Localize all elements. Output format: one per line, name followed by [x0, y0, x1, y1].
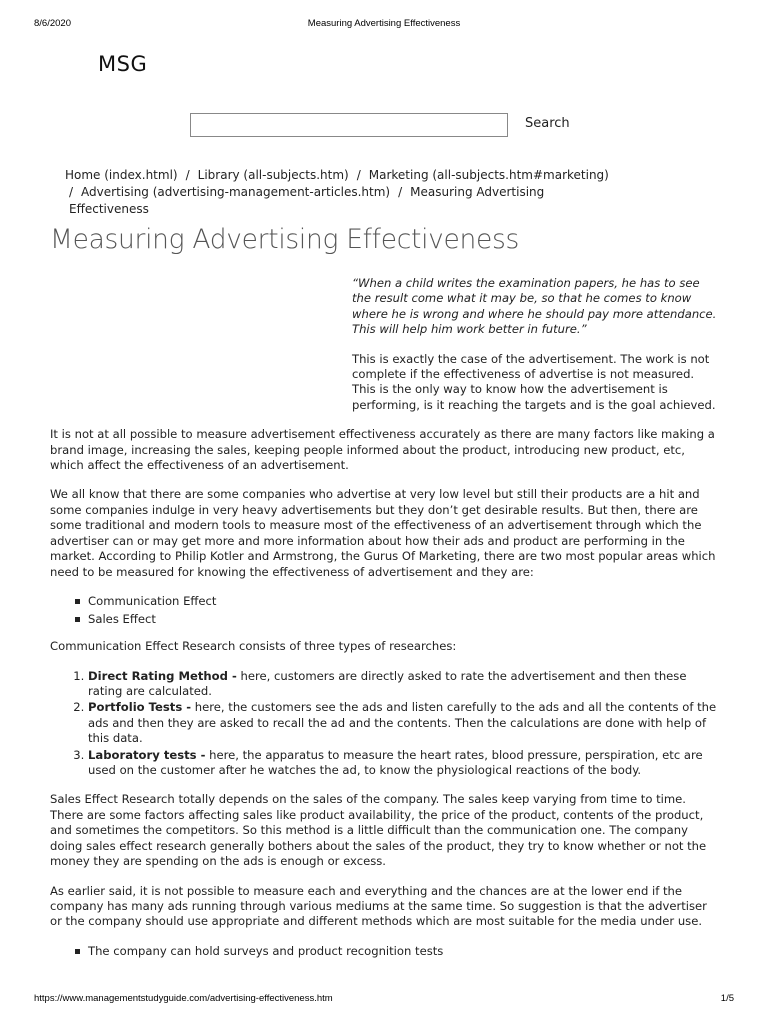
paragraph: Sales Effect Research totally depends on the sales of the company. The sales keep varying from time to time. There are some factors affecting sales like product availability, the price of the product, contents of the product, and sometimes the competitors. So this method is a little difficult than the communication one. The company doing sales effect research generally bothers about the sales of the product, they try to know whether or not the money they are spending on the ads is enough or excess. [50, 792, 707, 869]
list-item [88, 748, 718, 779]
print-page-title: Measuring Advertising Effectiveness [307, 18, 461, 29]
suggestions-list [50, 944, 718, 959]
breadcrumb-library[interactable]: Library (all-subjects.htm) [197, 168, 349, 182]
list-item [88, 669, 718, 700]
print-footer [0, 993, 768, 1007]
search-input[interactable] [190, 113, 508, 137]
areas-list [50, 594, 718, 627]
print-header [0, 18, 768, 32]
breadcrumb-marketing[interactable]: Marketing (all-subjects.htm#marketing) [368, 168, 609, 182]
research-types-list [50, 669, 718, 779]
research-term: Direct Rating Method - [88, 668, 237, 683]
breadcrumb-separator: / [69, 185, 74, 199]
paragraph: As earlier said, it is not possible to measure each and everything and the chances are at the lower end if the company has many ads running through various mediums at the same time. So suggestion is that the advertiser or the company should use appropriate and different methods which are most suitable for the media under use. [50, 883, 707, 929]
breadcrumb-separator: / [185, 168, 190, 182]
breadcrumb [65, 167, 625, 218]
research-description: here, the apparatus to measure the heart rates, blood pressure, perspiration, etc are used on the customer after he watches the ad, to know the physiological reactions of the body. [88, 747, 703, 778]
list-item: Sales Effect [88, 612, 718, 627]
page-title: Measuring Advertising Effectiveness [50, 224, 520, 255]
breadcrumb-current: Measuring Advertising Effectiveness [69, 185, 545, 216]
research-description: here, the customers see the ads and listen carefully to the ads and all the contents of the ads and then they are asked to recall the ad and the contents. Then the calculations are done with help of this data. [88, 700, 717, 746]
paragraph: Communication Effect Research consists of three types of researches: [50, 639, 457, 654]
list-item: Communication Effect [88, 594, 718, 609]
page-number: 1/5 [720, 993, 734, 1004]
list-item [88, 700, 718, 746]
image-placeholder [50, 276, 352, 400]
paragraph: We all know that there are some companies who advertise at very low level but still their products are a hit and some companies indulge in very heavy advertisements but they don’t get desirable results. But then, there are some traditional and modern tools to measure most of the effectiveness of an advertisement through which the advertiser can or may get more and more information about how their ads and product are performing in the market. According to Philip Kotler and Armstrong, the Gurus Of Marketing, there are two most popular areas which need to be measured for knowing the effectiveness of advertisement and they are: [50, 487, 716, 579]
print-date: 8/6/2020 [34, 18, 71, 29]
breadcrumb-separator: / [356, 168, 361, 182]
article-body [50, 276, 718, 971]
breadcrumb-advertising[interactable]: Advertising (advertising-management-articles.htm) [81, 185, 391, 199]
intro-quote: “When a child writes the examination papers, he has to see the result come what it may be, so that he comes to know where he is wrong and where he should pay more attendance. This will help him work better in future.” [352, 276, 717, 337]
breadcrumb-home[interactable]: Home (index.html) [65, 168, 178, 182]
breadcrumb-separator: / [398, 185, 403, 199]
research-term: Laboratory tests - [88, 747, 206, 762]
site-logo[interactable]: MSG [98, 52, 148, 76]
research-term: Portfolio Tests - [88, 700, 192, 715]
paragraph: This is exactly the case of the advertisement. The work is not complete if the effectiveness of advertise is not measured. This is the only way to know how the advertisement is performing, is it reaching the targets and is the goal achieved. [352, 351, 716, 412]
paragraph: It is not at all possible to measure advertisement effectiveness accurately as there are many factors like making a brand image, increasing the sales, keeping people informed about the product, introducing new product, etc, which affect the effectiveness of an advertisement. [50, 427, 715, 473]
research-description: here, customers are directly asked to rate the advertisement and then these rating are calculated. [88, 668, 687, 699]
list-item: The company can hold surveys and product recognition tests [88, 944, 718, 959]
print-url: https://www.managementstudyguide.com/advertising-effectiveness.htm [34, 993, 333, 1004]
search-button[interactable]: Search [525, 116, 570, 131]
